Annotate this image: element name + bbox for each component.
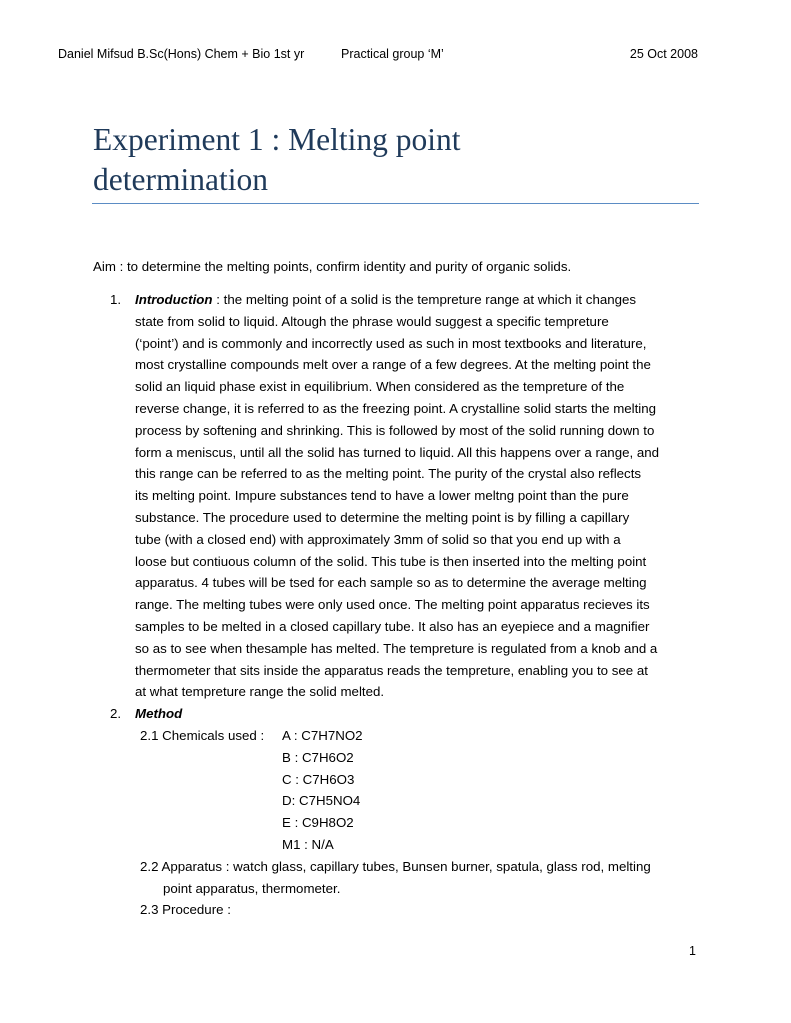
intro-line: this range can be referred to as the melting point. The purity of the crystal also reflects [135,466,642,482]
title-underline [92,203,699,204]
intro-heading: Introduction [135,292,213,307]
intro-line: so as to see when thesample has melted. The tempreture is regulated from a knob and a [135,640,658,656]
chemical-row [140,747,699,769]
method-heading: Method [135,706,183,722]
chemicals-label: 2.1 Chemicals used : [140,727,265,743]
intro-line: tube (with a closed end) with approximately 3mm of solid so that you end up with a [135,531,621,547]
method-section [93,703,699,725]
intro-number: 1. [110,292,122,307]
apparatus-block [93,856,699,900]
intro-line: most crystalline compounds melt over a range of a few degrees. At the melting point the [135,357,651,373]
intro-line: process by softening and shrinking. This is followed by most of the solid running down to [135,422,655,438]
title-line-1: Experiment 1 : Melting point [93,122,461,157]
chemicals-block [93,725,699,856]
procedure-block [93,899,699,921]
section-list [93,289,699,921]
intro-line: apparatus. 4 tubes will be tsed for each sample so as to determine the average melting [135,575,647,591]
intro-line: range. The melting tubes were only used once. The melting point apparatus recieves its [135,597,650,613]
intro-line: reverse change, it is referred to as the freezing point. A crystalline solid starts the melting [135,400,657,416]
intro-line: thermometer that sits inside the apparatus reads the tempreture, enabling you to see at [135,662,648,678]
intro-line: at what tempreture range the solid melted. [135,684,385,700]
chemical-row [140,834,699,856]
page-number: 1 [689,944,696,958]
title-line-2: determination [93,162,268,197]
procedure-label: 2.3 Procedure : [140,902,231,918]
intro-line: samples to be melted in a closed capillary tube. It also has an eyepiece and a magnifier [135,618,650,634]
page-title [93,120,699,200]
intro-first-line [135,289,699,311]
intro-line: state from solid to liquid. Altough the phrase would suggest a specific tempreture [135,313,609,329]
chemical-item: D: C7H5NO4 [282,793,361,809]
chemical-item: C : C7H6O3 [282,771,355,787]
chemical-row [140,790,699,812]
chemical-item: B : C7H6O2 [282,749,354,765]
header-author: Daniel Mifsud B.Sc(Hons) Chem + Bio 1st yr [58,47,305,61]
intro-section [93,289,699,703]
header-group: Practical group ‘M’ [341,47,444,61]
intro-line: (‘point’) and is commonly and incorrectly used as such in most textbooks and literature, [135,335,647,351]
aim-text: Aim : to determine the melting points, confirm identity and purity of organic solids. [93,259,572,274]
chemical-item: M1 : N/A [282,836,334,852]
method-number: 2. [110,706,122,722]
header-date: 25 Oct 2008 [629,47,698,61]
intro-line: its melting point. Impure substances tend to have a lower meltng point than the pure [135,488,629,504]
apparatus-line: point apparatus, thermometer. [163,880,341,896]
intro-line: substance. The procedure used to determine the melting point is by filling a capillary [135,509,630,525]
intro-line: : the melting point of a solid is the tempreture range at which it changes [212,292,637,307]
chemical-item: A : C7H7NO2 [282,727,363,743]
chemical-row [140,769,699,791]
intro-line: form a meniscus, until all the solid has turned to liquid. All this happens over a range, and [135,444,660,460]
intro-line: loose but contiuous column of the solid. This tube is then inserted into the melting point [135,553,647,569]
intro-line: solid an liquid phase exist in equilibrium. When considered as the tempreture of the [135,379,625,395]
chemical-item: E : C9H8O2 [282,815,354,831]
chemical-row [140,725,699,747]
apparatus-line: 2.2 Apparatus : watch glass, capillary tubes, Bunsen burner, spatula, glass rod, melting [140,858,651,874]
chemical-row [140,812,699,834]
